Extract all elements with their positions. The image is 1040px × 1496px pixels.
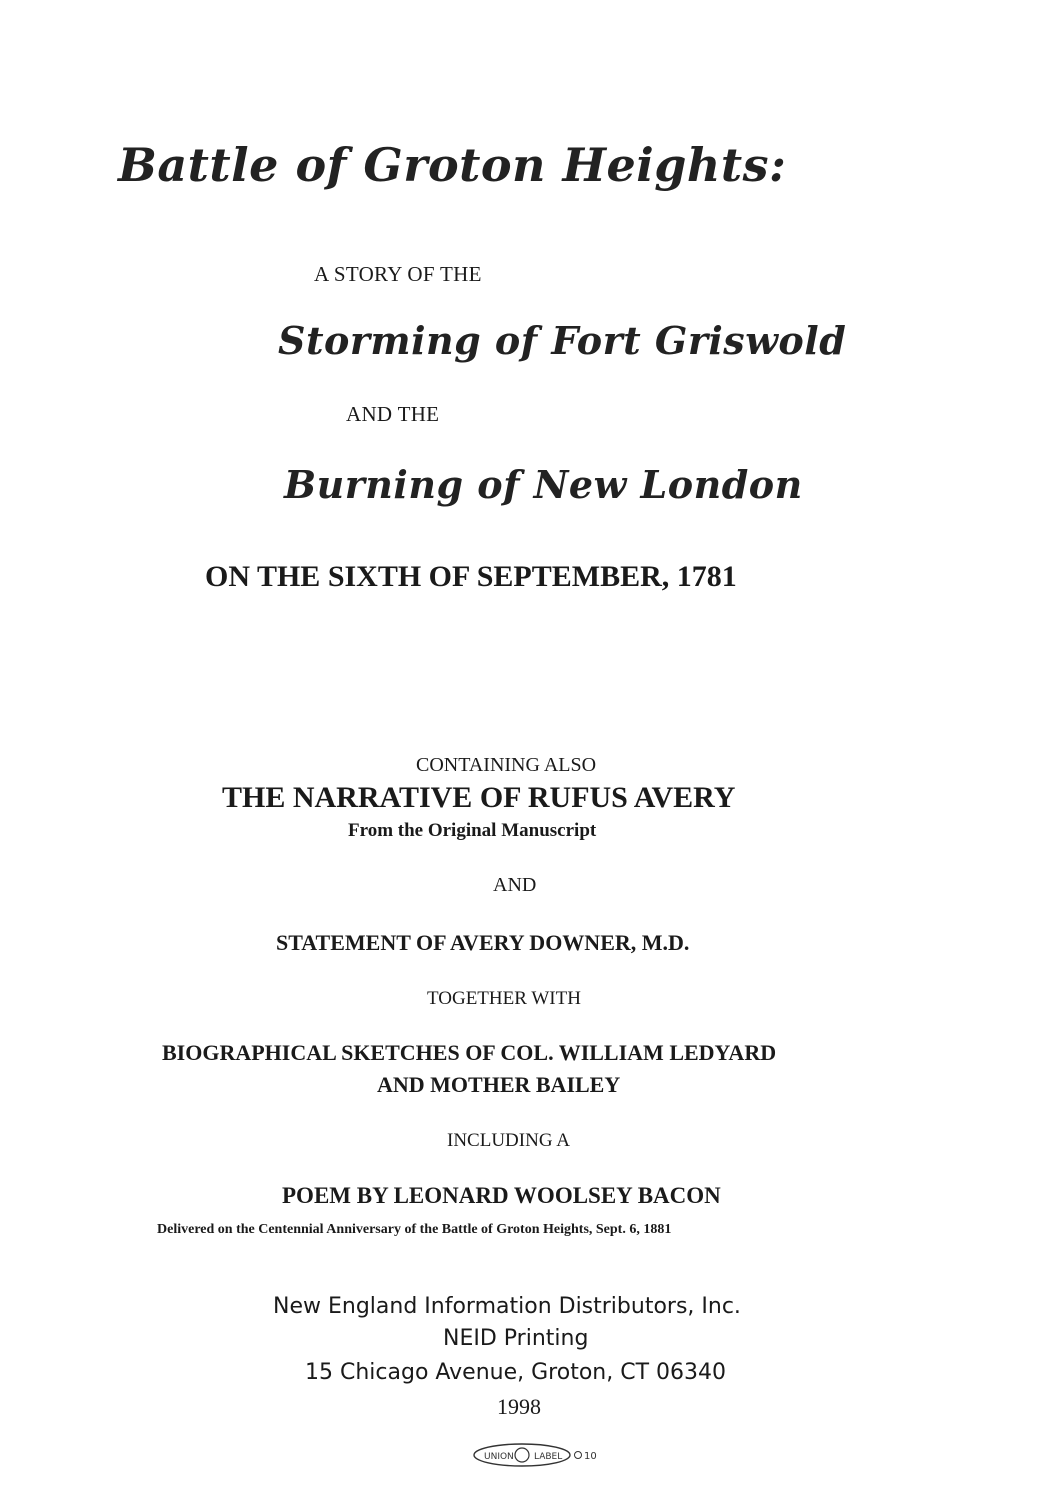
poem-title: POEM BY LEONARD WOOLSEY BACON [282, 1183, 721, 1208]
union-label-left: UNION [484, 1452, 514, 1462]
narrative-title: THE NARRATIVE OF RUFUS AVERY [222, 781, 736, 814]
subtitle-storming: Storming of Fort Griswold [278, 318, 847, 363]
publisher-address: 15 Chicago Avenue, Groton, CT 06340 [305, 1360, 726, 1385]
containing-also: CONTAINING ALSO [416, 754, 597, 776]
and-connector: AND [493, 874, 537, 896]
publisher-printing: NEID Printing [443, 1326, 589, 1351]
including-a: INCLUDING A [447, 1130, 570, 1151]
biographical-sketches-line1: BIOGRAPHICAL SKETCHES OF COL. WILLIAM LEDYARD [162, 1040, 777, 1065]
union-label-right: LABEL [534, 1452, 563, 1462]
publication-year: 1998 [497, 1394, 541, 1419]
poem-delivered-note: Delivered on the Centennial Anniversary of the Battle of Groton Heights, Sept. 6, 1881 [157, 1222, 672, 1237]
subtitle-burning: Burning of New London [284, 462, 803, 507]
publisher-name: New England Information Distributors, Inc. [273, 1294, 741, 1319]
narrative-source: From the Original Manuscript [348, 820, 597, 841]
subtitle-and-the: AND THE [346, 402, 440, 426]
subtitle-date: ON THE SIXTH OF SEPTEMBER, 1781 [205, 560, 737, 593]
union-label-icon [470, 1440, 610, 1470]
together-with: TOGETHER WITH [427, 988, 581, 1009]
subtitle-story-of: A STORY OF THE [314, 262, 482, 286]
page-title: Battle of Groton Heights: [118, 138, 787, 192]
biographical-sketches-line2: AND MOTHER BAILEY [377, 1072, 621, 1097]
union-label-number: 10 [584, 1451, 597, 1462]
statement-title: STATEMENT OF AVERY DOWNER, M.D. [276, 930, 690, 955]
